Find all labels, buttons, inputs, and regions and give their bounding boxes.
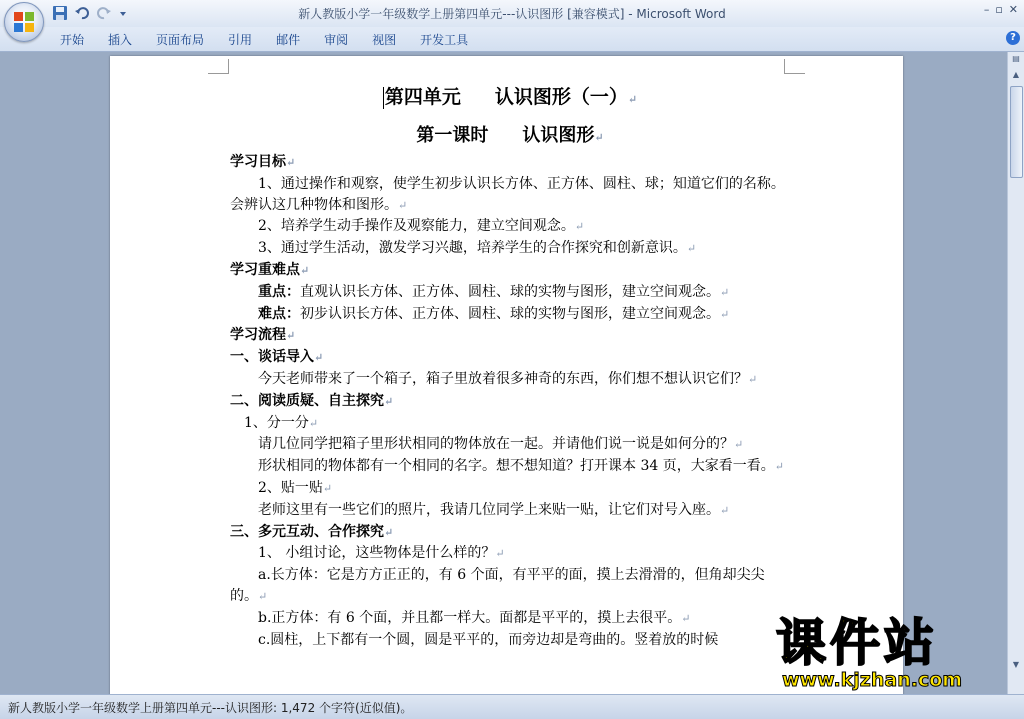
- document-body[interactable]: [230, 82, 790, 650]
- ribbon-tabs: [48, 31, 480, 49]
- section-3-item-c: c.圆柱，上下都有一个圆，圆是平平的，而旁边却是弯曲的。竖着放的时候: [258, 631, 719, 648]
- section-2-text-2: 形状相同的物体都有一个相同的名字。想不想知道？打开课本 34 页，大家看一看。↵: [258, 458, 784, 475]
- difficult-point: 难点：初步认识长方体、正方体、圆柱、球的实物与图形，建立空间观念。↵: [258, 305, 730, 322]
- tab-page-layout[interactable]: 页面布局: [156, 33, 205, 47]
- process-title: 学习流程↵: [230, 327, 296, 344]
- watermark-text: 课件站: [776, 614, 938, 672]
- watermark-url: www.kjzhan.com: [782, 669, 963, 691]
- goal-2: 2、培养学生动手操作及观察能力，建立空间观念。↵: [258, 218, 585, 235]
- scroll-up-icon[interactable]: ▲: [1012, 70, 1020, 79]
- heading-lesson-b: 认识图形: [522, 125, 595, 146]
- section-3-title: 三、多元互动、合作探究↵: [230, 523, 394, 540]
- goal-1: 1、通过操作和观察，使学生初步认识长方体、正方体、圆柱、球；知道它们的名称。会辨认这几种物体和图形。↵: [230, 175, 785, 213]
- section-2-sub-1: 1、分一分↵: [244, 414, 319, 431]
- key-title: 学习重难点↵: [230, 261, 310, 278]
- scrollbar-thumb[interactable]: [1010, 86, 1023, 178]
- window-controls: [984, 3, 1018, 16]
- status-text: 新人教版小学一年级数学上册第四单元---认识图形: 1,472 个字符(近似值)。: [8, 701, 413, 715]
- tab-developer[interactable]: 开发工具: [420, 33, 469, 47]
- app-name: Microsoft Word: [636, 7, 726, 21]
- section-3-sub-1: 1、 小组讨论，这些物体是什么样的？↵: [258, 545, 505, 562]
- tab-home[interactable]: 开始: [60, 33, 85, 47]
- ribbon: [0, 27, 1024, 52]
- help-icon[interactable]: ?: [1006, 31, 1020, 45]
- heading-lesson-a: 第一课时: [416, 125, 489, 146]
- margin-corner-mark: [208, 59, 229, 74]
- tab-mailings[interactable]: 邮件: [276, 33, 301, 47]
- heading-unit: 第四单元 认识图形（一）↵: [384, 86, 638, 108]
- margin-corner-mark: [784, 59, 805, 74]
- goals-title: 学习目标↵: [230, 154, 296, 170]
- tab-insert[interactable]: 插入: [108, 33, 133, 47]
- ruler-toggle-icon[interactable]: ▤: [1012, 54, 1020, 63]
- restore-icon[interactable]: ▫: [995, 3, 1003, 16]
- vertical-scrollbar[interactable]: [1007, 52, 1024, 694]
- status-bar: [0, 694, 1024, 719]
- window-title: [0, 5, 1024, 22]
- title-bar: [0, 0, 1024, 27]
- heading-unit-b: 认识图形（一）: [494, 86, 628, 108]
- key-point: 重点：直观认识长方体、正方体、圆柱、球的实物与图形，建立空间观念。↵: [258, 283, 730, 300]
- office-button[interactable]: [4, 2, 44, 42]
- section-1-text: 今天老师带来了一个箱子，箱子里放着很多神奇的东西，你们想不想认识它们？↵: [258, 370, 758, 387]
- document-page[interactable]: [110, 56, 903, 694]
- document-workspace: [0, 52, 1008, 694]
- watermark-logo: [772, 615, 1012, 695]
- heading-unit-a: 第四单元: [384, 86, 461, 108]
- text-cursor: [383, 87, 384, 109]
- section-3-item-a: a.长方体：它是方方正正的，有 6 个面，有平平的面，摸上去滑滑的，但角却尖尖的。↵: [230, 567, 765, 604]
- scroll-down-icon[interactable]: ▼: [1012, 660, 1020, 669]
- section-2-sub-2: 2、贴一贴↵: [258, 479, 333, 496]
- goal-3: 3、通过学生活动，激发学习兴趣，培养学生的合作探究和创新意识。↵: [258, 240, 697, 257]
- section-2-text-3: 老师这里有一些它们的照片，我请几位同学上来贴一贴，让它们对号入座。↵: [258, 501, 730, 518]
- office-logo-icon: [14, 12, 34, 32]
- close-icon[interactable]: ✕: [1008, 3, 1018, 16]
- section-3-item-b: b.正方体：有 6 个面，并且都一样大。面都是平平的，摸上去很平。↵: [258, 609, 691, 626]
- tab-review[interactable]: 审阅: [324, 33, 349, 47]
- tab-view[interactable]: 视图: [372, 33, 397, 47]
- heading-lesson: 第一课时 认识图形↵: [416, 125, 604, 146]
- section-2-title: 二、阅读质疑、自主探究↵: [230, 392, 394, 409]
- section-1-title: 一、谈话导入↵: [230, 349, 324, 366]
- tab-references[interactable]: 引用: [228, 33, 253, 47]
- minimize-icon[interactable]: –: [983, 3, 990, 16]
- section-2-text-1: 请几位同学把箱子里形状相同的物体放在一起。并请他们说一说是如何分的？↵: [258, 436, 744, 453]
- document-title: 新人教版小学一年级数学上册第四单元---认识图形 [兼容模式] -: [298, 7, 637, 21]
